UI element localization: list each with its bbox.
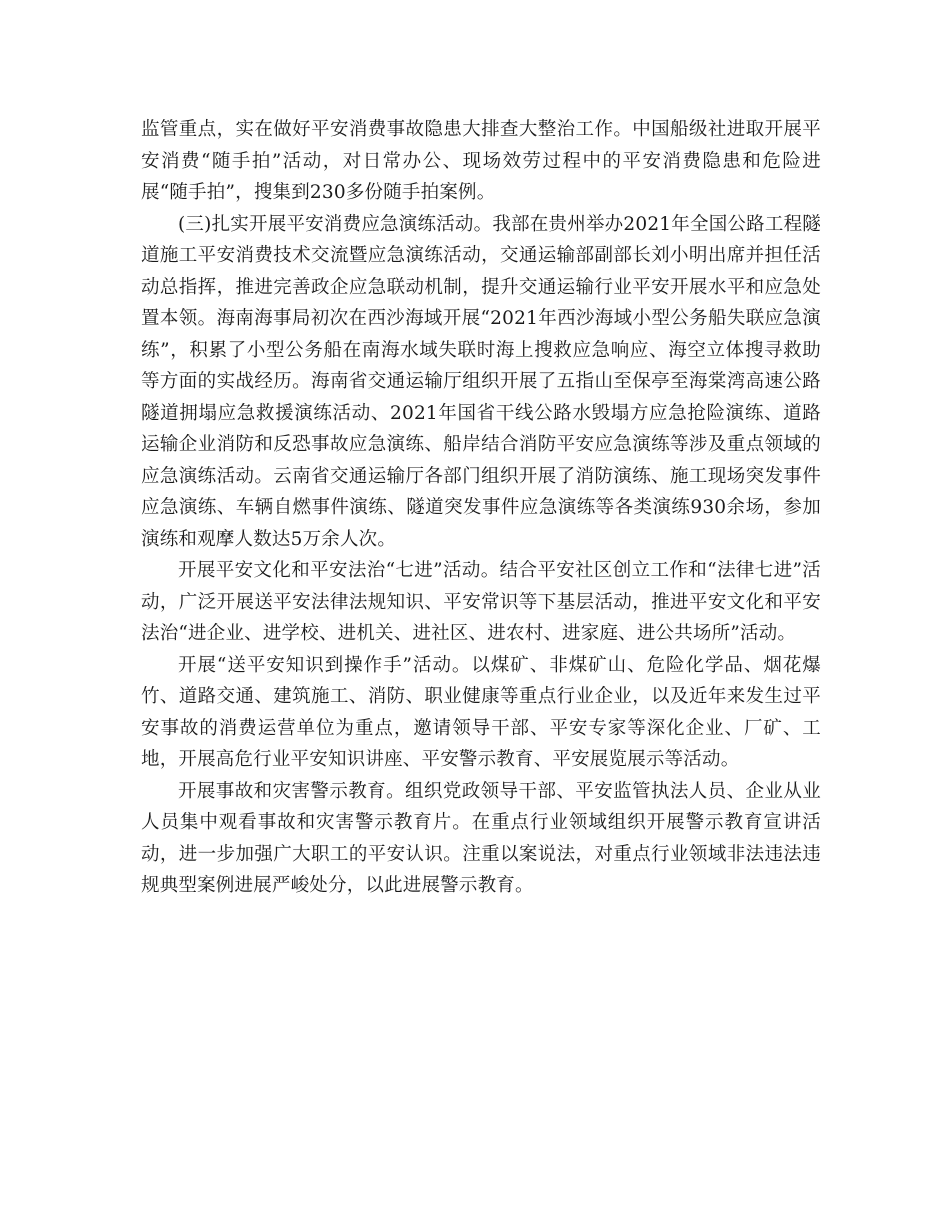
document-body [141,114,821,902]
paragraph-warning-education: 开展事故和灾害警示教育。组织党政领导干部、平安监管执法人员、企业从业人员集中观看事故和灾害警示教育片。在重点行业领域组织开展警示教育宣讲活动，进一步加强广大职工的平安认识。注重以案说法，对重点行业领域非法违法违规典型案例进展严峻处分，以此进展警示教育。 [141,780,821,896]
paragraph-safety-knowledge: 开展“送平安知识到操作手”活动。以煤矿、非煤矿山、危险化学品、烟花爆竹、道路交通、建筑施工、消防、职业健康等重点行业企业，以及近年来发生过平安事故的消费运营单位为重点，邀请领导干部、平安专家等深化企业、厂矿、工地，开展高危行业平安知识讲座、平安警示教育、平安展览展示等活动。 [141,654,821,770]
paragraph-seven-entries: 开展平安文化和平安法治“七进”活动。结合平安社区创立工作和“法律七进”活动，广泛开展送平安法律法规知识、平安常识等下基层活动，推进平安文化和平安法治“进企业、进学校、进机关、进社区、进农村、进家庭、进公共场所”活动。 [141,560,821,644]
paragraph-emergency-drills: (三)扎实开展平安消费应急演练活动。我部在贵州举办2021年全国公路工程隧道施工平安消费技术交流暨应急演练活动，交通运输部副部长刘小明出席并担任活动总指挥，推进完善政企应急联动机制，提升交通运输行业平安开展水平和应急处置本领。海南海事局初次在西沙海域开展“2021年西沙海域小型公务船失联应急演练”，积累了小型公务船在南海水域失联时海上搜救应急响应、海空立体搜寻救助等方面的实战经历。海南省交通运输厅组织开展了五指山至保亭至海棠湾高速公路隧道拥塌应急救援演练活动、2021年国省干线公路水毁塌方应急抢险演练、道路运输企业消防和反恐事故应急演练、船岸结合消防平安应急演练等涉及重点领域的应急演练活动。云南省交通运输厅各部门组织开展了消防演练、施工现场突发事件应急演练、车辆自燃事件演练、隧道突发事件应急演练等各类演练930余场，参加演练和观摩人数达5万余人次。 [141,213,821,550]
paragraph-continuation: 监管重点，实在做好平安消费事故隐患大排查大整治工作。中国船级社进取开展平安消费“随手拍”活动，对日常办公、现场效劳过程中的平安消费隐患和危险进展“随手拍”，搜集到230多份随手拍案例。 [141,119,821,203]
